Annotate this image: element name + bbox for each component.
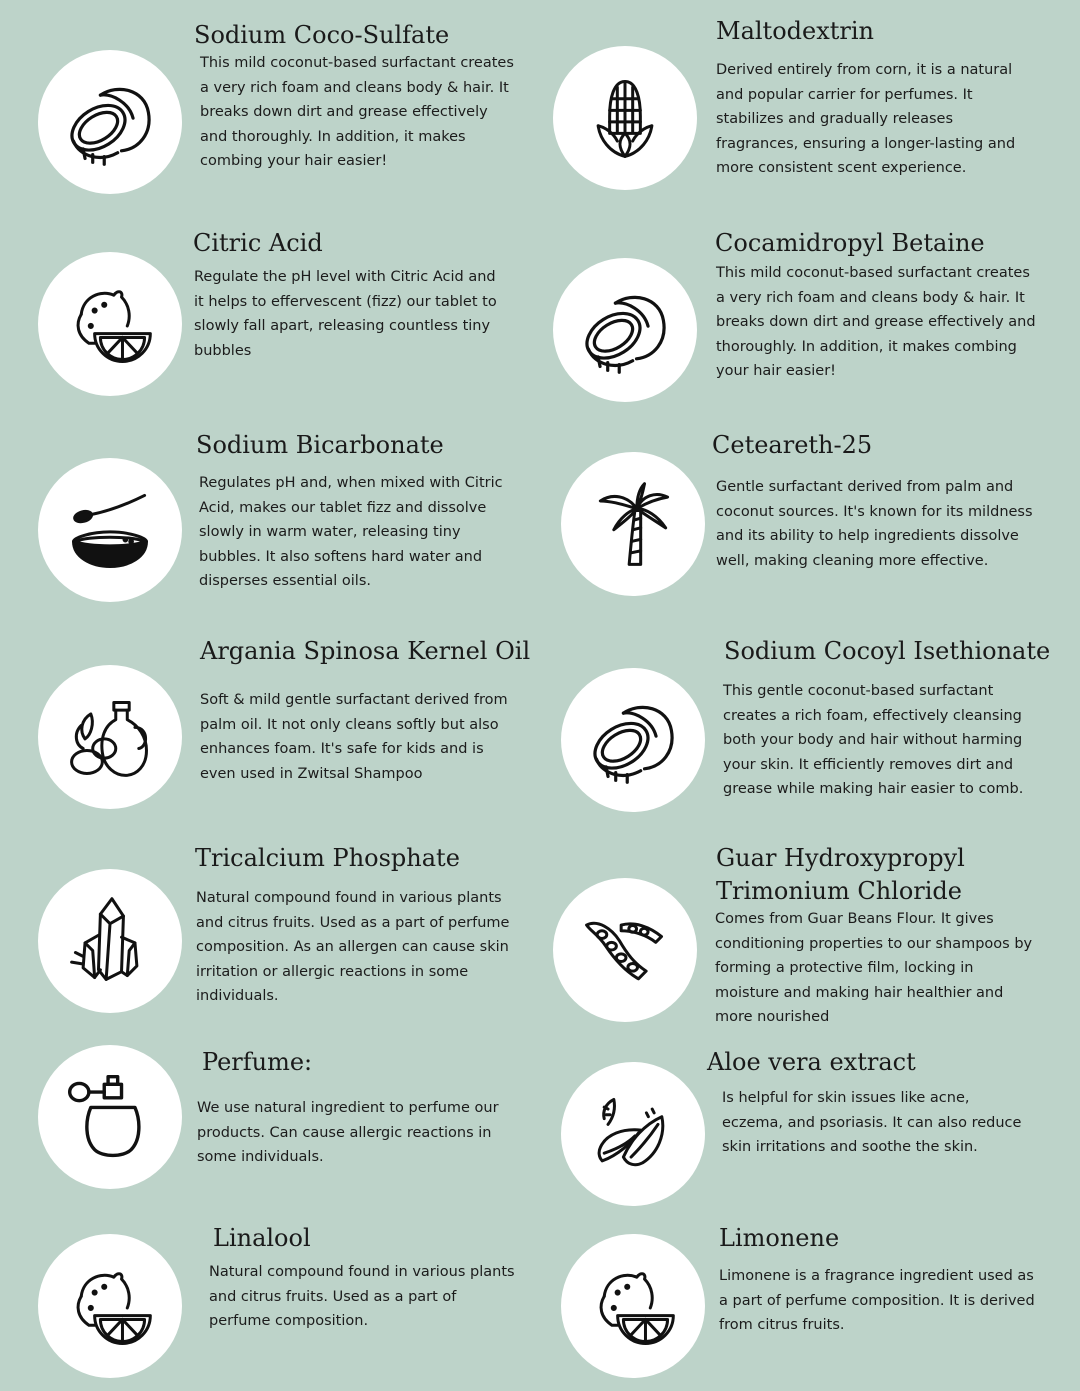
ingredient-description: Gentle surfactant derived from palm and coconut sources. It's known for its mildness and its ability to help ingredients dissolve well, making cleaning more effective.	[716, 479, 1033, 569]
ingredient-description: Limonene is a fragrance ingredient used as a part of perfume composition. It is derived from citrus fruits.	[719, 1268, 1035, 1334]
ingredient-description: This mild coconut-based surfactant creates a very rich foam and cleans body & hair. It breaks down dirt and grease effectively and thoroughly. In addition, it makes combing your hair easier!	[716, 265, 1036, 380]
ingredient-title: Cocamidropyl Betaine	[715, 229, 985, 257]
ingredient-title: Sodium Cocoyl Isethionate	[724, 637, 1051, 665]
ingredient-icon-circle	[38, 1045, 182, 1189]
ingredient-icon-circle	[561, 668, 705, 812]
ingredient-icon-circle	[561, 1234, 705, 1378]
coconut-icon	[577, 282, 673, 378]
ingredient-icon-circle	[38, 869, 182, 1013]
guar-bean-pod-icon	[577, 902, 673, 998]
perfume-bottle-icon	[62, 1069, 158, 1165]
corn-icon	[577, 70, 673, 166]
ingredient-title: Aloe vera extract	[707, 1048, 916, 1076]
ingredient-icon-circle	[561, 1062, 705, 1206]
ingredient-description: We use natural ingredient to perfume our products. Can cause allergic reactions in some individuals.	[197, 1100, 499, 1166]
aloe-vera-icon	[585, 1086, 681, 1182]
ingredient-title: Maltodextrin	[716, 17, 875, 45]
ingredient-title: Linalool	[213, 1224, 311, 1252]
ingredient-description: Regulates pH and, when mixed with Citric Acid, makes our tablet fizz and dissolve slowly in warm water, releasing tiny bubbles. It also softens hard water and disperses essential oils.	[199, 475, 503, 590]
ingredient-icon-circle	[38, 50, 182, 194]
ingredient-description: This mild coconut-based surfactant creates a very rich foam and cleans body & hair. It breaks down dirt and grease effectively and thoroughly. In addition, it makes combing your hair easier!	[200, 55, 514, 170]
palm-tree-icon	[585, 476, 681, 572]
ingredient-icon-circle	[38, 1234, 182, 1378]
lemon-icon	[62, 276, 158, 372]
ingredient-title: Ceteareth-25	[712, 431, 873, 459]
ingredient-title: Guar Hydroxypropyl Trimonium Chloride	[716, 844, 965, 905]
ingredient-icon-circle	[553, 878, 697, 1022]
coconut-icon	[62, 74, 158, 170]
ingredient-title: Sodium Coco-Sulfate	[194, 21, 450, 49]
ingredient-title: Sodium Bicarbonate	[196, 431, 444, 459]
ingredient-description: This gentle coconut-based surfactant creates a rich foam, effectively cleansing both your body and hair without harming your skin. It efficiently removes dirt and grease while making hair easier to comb.	[723, 683, 1024, 798]
ingredient-icon-circle	[38, 458, 182, 602]
ingredient-icon-circle	[553, 258, 697, 402]
coconut-icon	[585, 692, 681, 788]
ingredient-title: Argania Spinosa Kernel Oil	[200, 637, 531, 665]
ingredient-title: Limonene	[719, 1224, 840, 1252]
baking-soda-bowl-icon	[62, 482, 158, 578]
ingredient-icon-circle	[553, 46, 697, 190]
lemon-icon	[585, 1258, 681, 1354]
ingredient-icon-circle	[38, 252, 182, 396]
ingredient-icon-circle	[561, 452, 705, 596]
ingredient-description: Regulate the pH level with Citric Acid and it helps to effervescent (fizz) our tablet to slowly fall apart, releasing countless tiny bubbles	[194, 269, 497, 359]
ingredient-title: Perfume:	[202, 1048, 313, 1076]
ingredient-title: Citric Acid	[193, 229, 323, 257]
ingredient-description: Soft & mild gentle surfactant derived from palm oil. It not only cleans softly but also enhances foam. It's safe for kids and is even used in Zwitsal Shampoo	[200, 692, 508, 782]
ingredient-description: Derived entirely from corn, it is a natural and popular carrier for perfumes. It stabilizes and gradually releases fragrances, ensuring a longer-lasting and more consistent scent experience.	[716, 62, 1016, 177]
crystal-icon	[62, 893, 158, 989]
lemon-icon	[62, 1258, 158, 1354]
ingredient-description: Is helpful for skin issues like acne, eczema, and psoriasis. It can also reduce skin irritations and soothe the skin.	[722, 1090, 1022, 1156]
ingredient-title: Tricalcium Phosphate	[195, 844, 460, 872]
ingredient-description: Natural compound found in various plants and citrus fruits. Used as a part of perfume composition. As an allergen can cause skin irritation or allergic reactions in some individuals.	[196, 890, 510, 1005]
ingredient-icon-circle	[38, 665, 182, 809]
ingredient-description: Comes from Guar Beans Flour. It gives conditioning properties to our shampoos by forming a protective film, locking in moisture and making hair healthier and more nourished	[715, 911, 1033, 1026]
ingredient-description: Natural compound found in various plants and citrus fruits. Used as a part of perfume composition.	[209, 1264, 515, 1330]
argan-oil-bottle-icon	[62, 689, 158, 785]
